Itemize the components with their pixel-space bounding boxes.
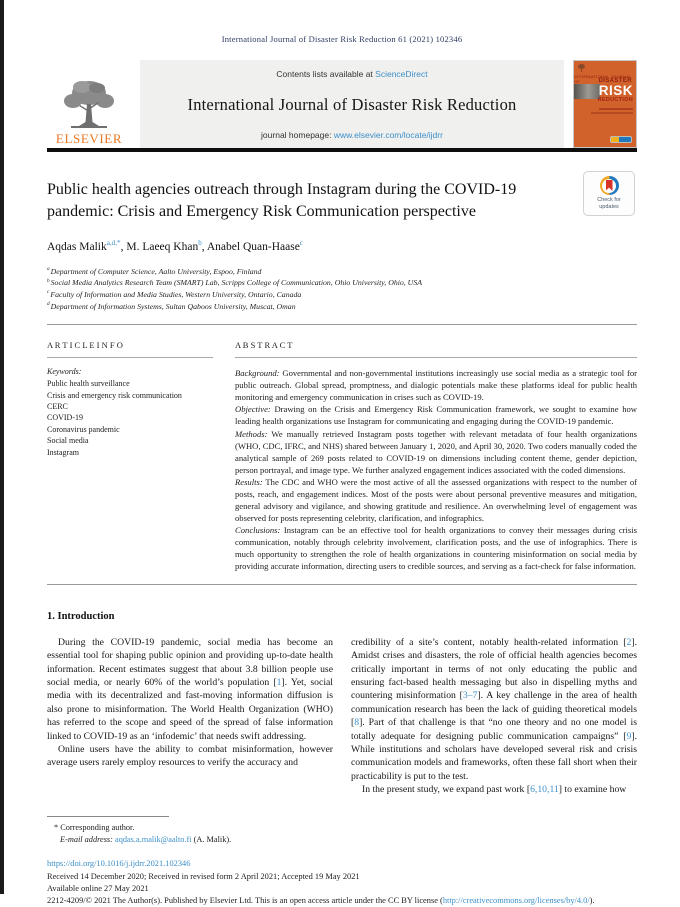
- homepage-line: [146, 130, 558, 140]
- copyright-line: [47, 895, 637, 907]
- keyword: COVID-19: [47, 413, 83, 423]
- contents-line: [146, 69, 558, 79]
- section-divider: [47, 584, 637, 585]
- elsevier-logo[interactable]: [47, 60, 131, 148]
- available-online-line: Available online 27 May 2021: [47, 884, 149, 894]
- meta-section: [47, 340, 637, 572]
- title-block: [47, 179, 637, 224]
- cover-title-risk: RISK: [598, 83, 633, 98]
- inline-link[interactable]: 9: [626, 730, 632, 742]
- text-segment: Aqdas Malik: [47, 240, 107, 253]
- text-segment: Online users have the ability to combat misinformation, however average users rarely employ resources to verify the accuracy and: [47, 743, 333, 769]
- sciencedirect-link[interactable]: ScienceDirect: [375, 69, 428, 79]
- contents-prefix: Contents lists available at: [276, 69, 376, 79]
- text-segment: E-mail address:: [60, 835, 113, 845]
- cover-title-reduction: REDUCTION: [597, 97, 633, 103]
- authors-line: [47, 239, 637, 253]
- cover-sciencedirect-badge: [610, 136, 632, 143]
- text-segment: (A. Malik).: [191, 835, 232, 845]
- text-segment: 2212-4209/© 2021 The Author(s). Published by Elsevier Ltd. This is an open access article under the CC BY license (: [47, 896, 443, 906]
- abstract-section-background: [235, 367, 637, 403]
- footnote-rule: [47, 816, 169, 817]
- abstract-section-results: [235, 476, 637, 524]
- keyword: Coronavirus pandemic: [47, 424, 120, 434]
- corresponding-author-footnote: [47, 816, 637, 846]
- article-info-column: [47, 340, 213, 572]
- header-divider: [47, 148, 637, 152]
- cover-decor-line: [591, 112, 633, 114]
- article-title-line2: pandemic: Crisis and Emergency Risk Communication perspective: [47, 203, 476, 221]
- crossmark-icon: [600, 176, 619, 195]
- homepage-prefix: journal homepage:: [261, 130, 334, 140]
- abstract-label: Objective:: [235, 404, 271, 415]
- affiliation-mark: c: [47, 289, 50, 296]
- running-head-citation: International Journal of Disaster Risk Reduction 61 (2021) 102346: [221, 34, 463, 44]
- intro-paragraph: [47, 636, 333, 743]
- abstract-label: Background:: [235, 368, 280, 379]
- section-divider: [47, 324, 637, 325]
- inline-link[interactable]: aqdas.a.malik@aalto.fi: [115, 835, 192, 845]
- keyword: Public health surveillance: [47, 379, 130, 389]
- abstract-text: Governmental and non-governmental institutions increasingly use social media as a strategic tool for public outreach. Global spread, promptness, and dialogic potentials make these platforms ideal for public health monitoring and emergency communication in crises such as COVID-19.: [235, 368, 637, 403]
- abstract-text: We manually retrieved Instagram posts together with relevant metadata of four health organizations (WHO, CDC, IFRC, and NHS) shared between January 1, 2020, and April 30, 2020. Two coders manually coded the analytical sample of 269 posts related to COVID-19 on dimensions including content theme, gender depiction, person portrayal, and image type. We further analyzed engagement indices associated with the coded dimensions.: [235, 428, 637, 475]
- text-segment: , Anabel Quan-Haase: [201, 240, 300, 253]
- article-footer: [47, 858, 637, 907]
- cover-title-disaster: DISASTER: [598, 78, 632, 84]
- affiliation-mark: b: [47, 277, 50, 284]
- keyword: Social media: [47, 436, 89, 446]
- check-badge-label: Check for updates: [597, 197, 621, 210]
- elsevier-logo-text: ELSEVIER: [55, 131, 123, 146]
- abstract-text: Instagram can be an effective tool for health organizations to convey their messages during crisis communication, notably through celebrity involvement, clarification posts, and the use of infographics. There is much opportunity to strengthen the role of health organizations in countering misinformation on social media by providing accurate information, directing users to credible sources, and serving as a fact-check for false information.: [235, 524, 637, 571]
- author-superscript[interactable]: c: [299, 238, 303, 247]
- heading-rule: [235, 357, 637, 358]
- affiliation-mark: a: [47, 266, 50, 273]
- affiliation-text: Department of Information Systems, Sultan Qaboos University, Muscat, Oman: [50, 301, 296, 311]
- abstract-heading: A B S T R A C T: [235, 340, 293, 351]
- scan-edge-strip: [0, 0, 4, 894]
- author-superscript[interactable]: a,d,*: [106, 238, 121, 247]
- author-superscript[interactable]: b: [198, 238, 202, 247]
- text-segment: ).: [589, 896, 595, 906]
- text-segment: ]. While institutions and scholars have developed several risk and crisis communication models and frameworks, often these fall short when their practicability is put to the test.: [351, 730, 637, 782]
- text-segment: credibility of a site’s content, notably health-related information [: [351, 636, 627, 648]
- abstract-section-objective: [235, 403, 637, 427]
- keyword: CERC: [47, 402, 68, 412]
- intro-paragraph: [351, 636, 637, 783]
- cover-masthead: INTERNATIONAL JOURNAL OF: [574, 74, 632, 84]
- text-segment: ]. Yet, social media with its decentralized and fast-moving information diffusion is also prone to misinformation. The World Health Organization (WHO) has referred to the scope and speed of the spread of false information linked to COVID-19 as an ‘infodemic’ that needs swift addressing.: [47, 677, 333, 742]
- journal-homepage-link[interactable]: www.elsevier.com/locate/ijdrr: [333, 130, 443, 140]
- inline-link[interactable]: 3–7: [462, 690, 478, 702]
- text-segment: ] to examine how: [558, 784, 627, 796]
- journal-banner: [140, 60, 564, 148]
- abstract-text: Drawing on the Crisis and Emergency Risk Communication framework, we sought to examine how leading health organizations use Instagram for communicating and engaging during the COVID-19 pandemic.: [235, 404, 637, 427]
- received-line: Received 14 December 2020; Received in revised form 2 April 2021; Accepted 19 May 2021: [47, 872, 360, 882]
- abstract-label: Results:: [235, 476, 263, 487]
- intro-paragraph: [47, 743, 333, 770]
- article-info-heading: A R T I C L E I N F O: [47, 340, 123, 351]
- inline-link[interactable]: 6,10,11: [530, 784, 559, 796]
- heading-rule: [47, 357, 213, 358]
- introduction-heading: 1. Introduction: [47, 610, 115, 622]
- abstract-label: Methods:: [235, 428, 268, 439]
- affiliation-text: Social Media Analytics Research Team (SMART) Lab, Scripps College of Communication, Ohio University, Ohio, USA: [50, 278, 422, 288]
- text-segment: In the present study, we expand past work [: [362, 784, 531, 796]
- intro-paragraph: [351, 783, 637, 796]
- affiliation-text: Department of Computer Science, Aalto University, Espoo, Finland: [50, 266, 262, 276]
- affiliation-mark: d: [47, 301, 50, 308]
- journal-title: International Journal of Disaster Risk Reduction: [187, 94, 517, 114]
- elsevier-tree-icon: [60, 78, 118, 130]
- abstract-section-conclusions: [235, 524, 637, 572]
- keyword: Instagram: [47, 447, 79, 457]
- journal-header: [47, 60, 637, 148]
- text-segment: ]. A key challenge in the area of health communication research has been the lack of guiding theoretical models [: [351, 690, 637, 729]
- affiliation-row: [47, 266, 637, 278]
- inline-link[interactable]: 8: [354, 717, 360, 729]
- text-segment: During the COVID-19 pandemic, social media has become an essential tool for shaping public opinion and providing up-to-date health information. Recent estimates suggest that about 3.8 billion people use social media, or nearly 60% of the world’s population [: [47, 636, 333, 689]
- affiliations: [47, 266, 637, 313]
- doi-link[interactable]: https://doi.org/10.1016/j.ijdrr.2021.102346: [47, 859, 191, 869]
- affiliation-row: [47, 301, 637, 313]
- text-segment: ]. Amidst crises and disasters, the role of official health agencies becomes critically important in terms of not only educating the public and ensuring fact-based health messaging but also in dispelling myths and countering misinformation [: [351, 636, 637, 702]
- email-line: [47, 834, 637, 846]
- affiliation-row: [47, 277, 637, 289]
- abstract-section-methods: [235, 428, 637, 476]
- inline-link[interactable]: 1: [276, 677, 282, 689]
- article-title-line1: Public health agencies outreach through Instagram during the COVID-19: [47, 181, 517, 198]
- abstract-column: [235, 340, 637, 572]
- keywords-label: Keywords:: [47, 367, 82, 377]
- intro-left-column: [47, 636, 333, 797]
- corresponding-author-line: * Corresponding author.: [54, 823, 135, 833]
- affiliation-row: [47, 289, 637, 301]
- article-title: [47, 179, 565, 224]
- text-segment: ]. Part of that challenge is that “no one theory and no one model is totally adequate for designing public communication campaigns” [: [351, 717, 637, 742]
- cover-decor-line: [599, 108, 633, 110]
- abstract-text: The CDC and WHO were the most active of all the assessed organizations with respect to the number of posts, reach, and engagement indices. Most of the posts were about personal preventive measures and mitigation, general advisory and vigilance, and showing gratitude and resilience. An overwhelming level of engagement was observed for posts representing celebrity, clarification, and infographics.: [235, 476, 637, 523]
- keyword: Crisis and emergency risk communication: [47, 390, 182, 400]
- introduction-section: [47, 611, 637, 797]
- text-segment: , M. Laeeq Khan: [120, 240, 199, 253]
- check-for-updates-button[interactable]: [583, 171, 635, 216]
- intro-right-column: [351, 636, 637, 797]
- cover-tree-icon: [578, 64, 585, 72]
- affiliation-text: Faculty of Information and Media Studies, Western University, Ontario, Canada: [50, 289, 302, 299]
- inline-link[interactable]: http://creativecommons.org/licenses/by/4.0/: [442, 896, 590, 906]
- inline-link[interactable]: 2: [626, 636, 632, 648]
- journal-cover-thumbnail[interactable]: [573, 60, 637, 148]
- abstract-label: Conclusions:: [235, 524, 281, 535]
- cover-photo-strip: [574, 84, 600, 99]
